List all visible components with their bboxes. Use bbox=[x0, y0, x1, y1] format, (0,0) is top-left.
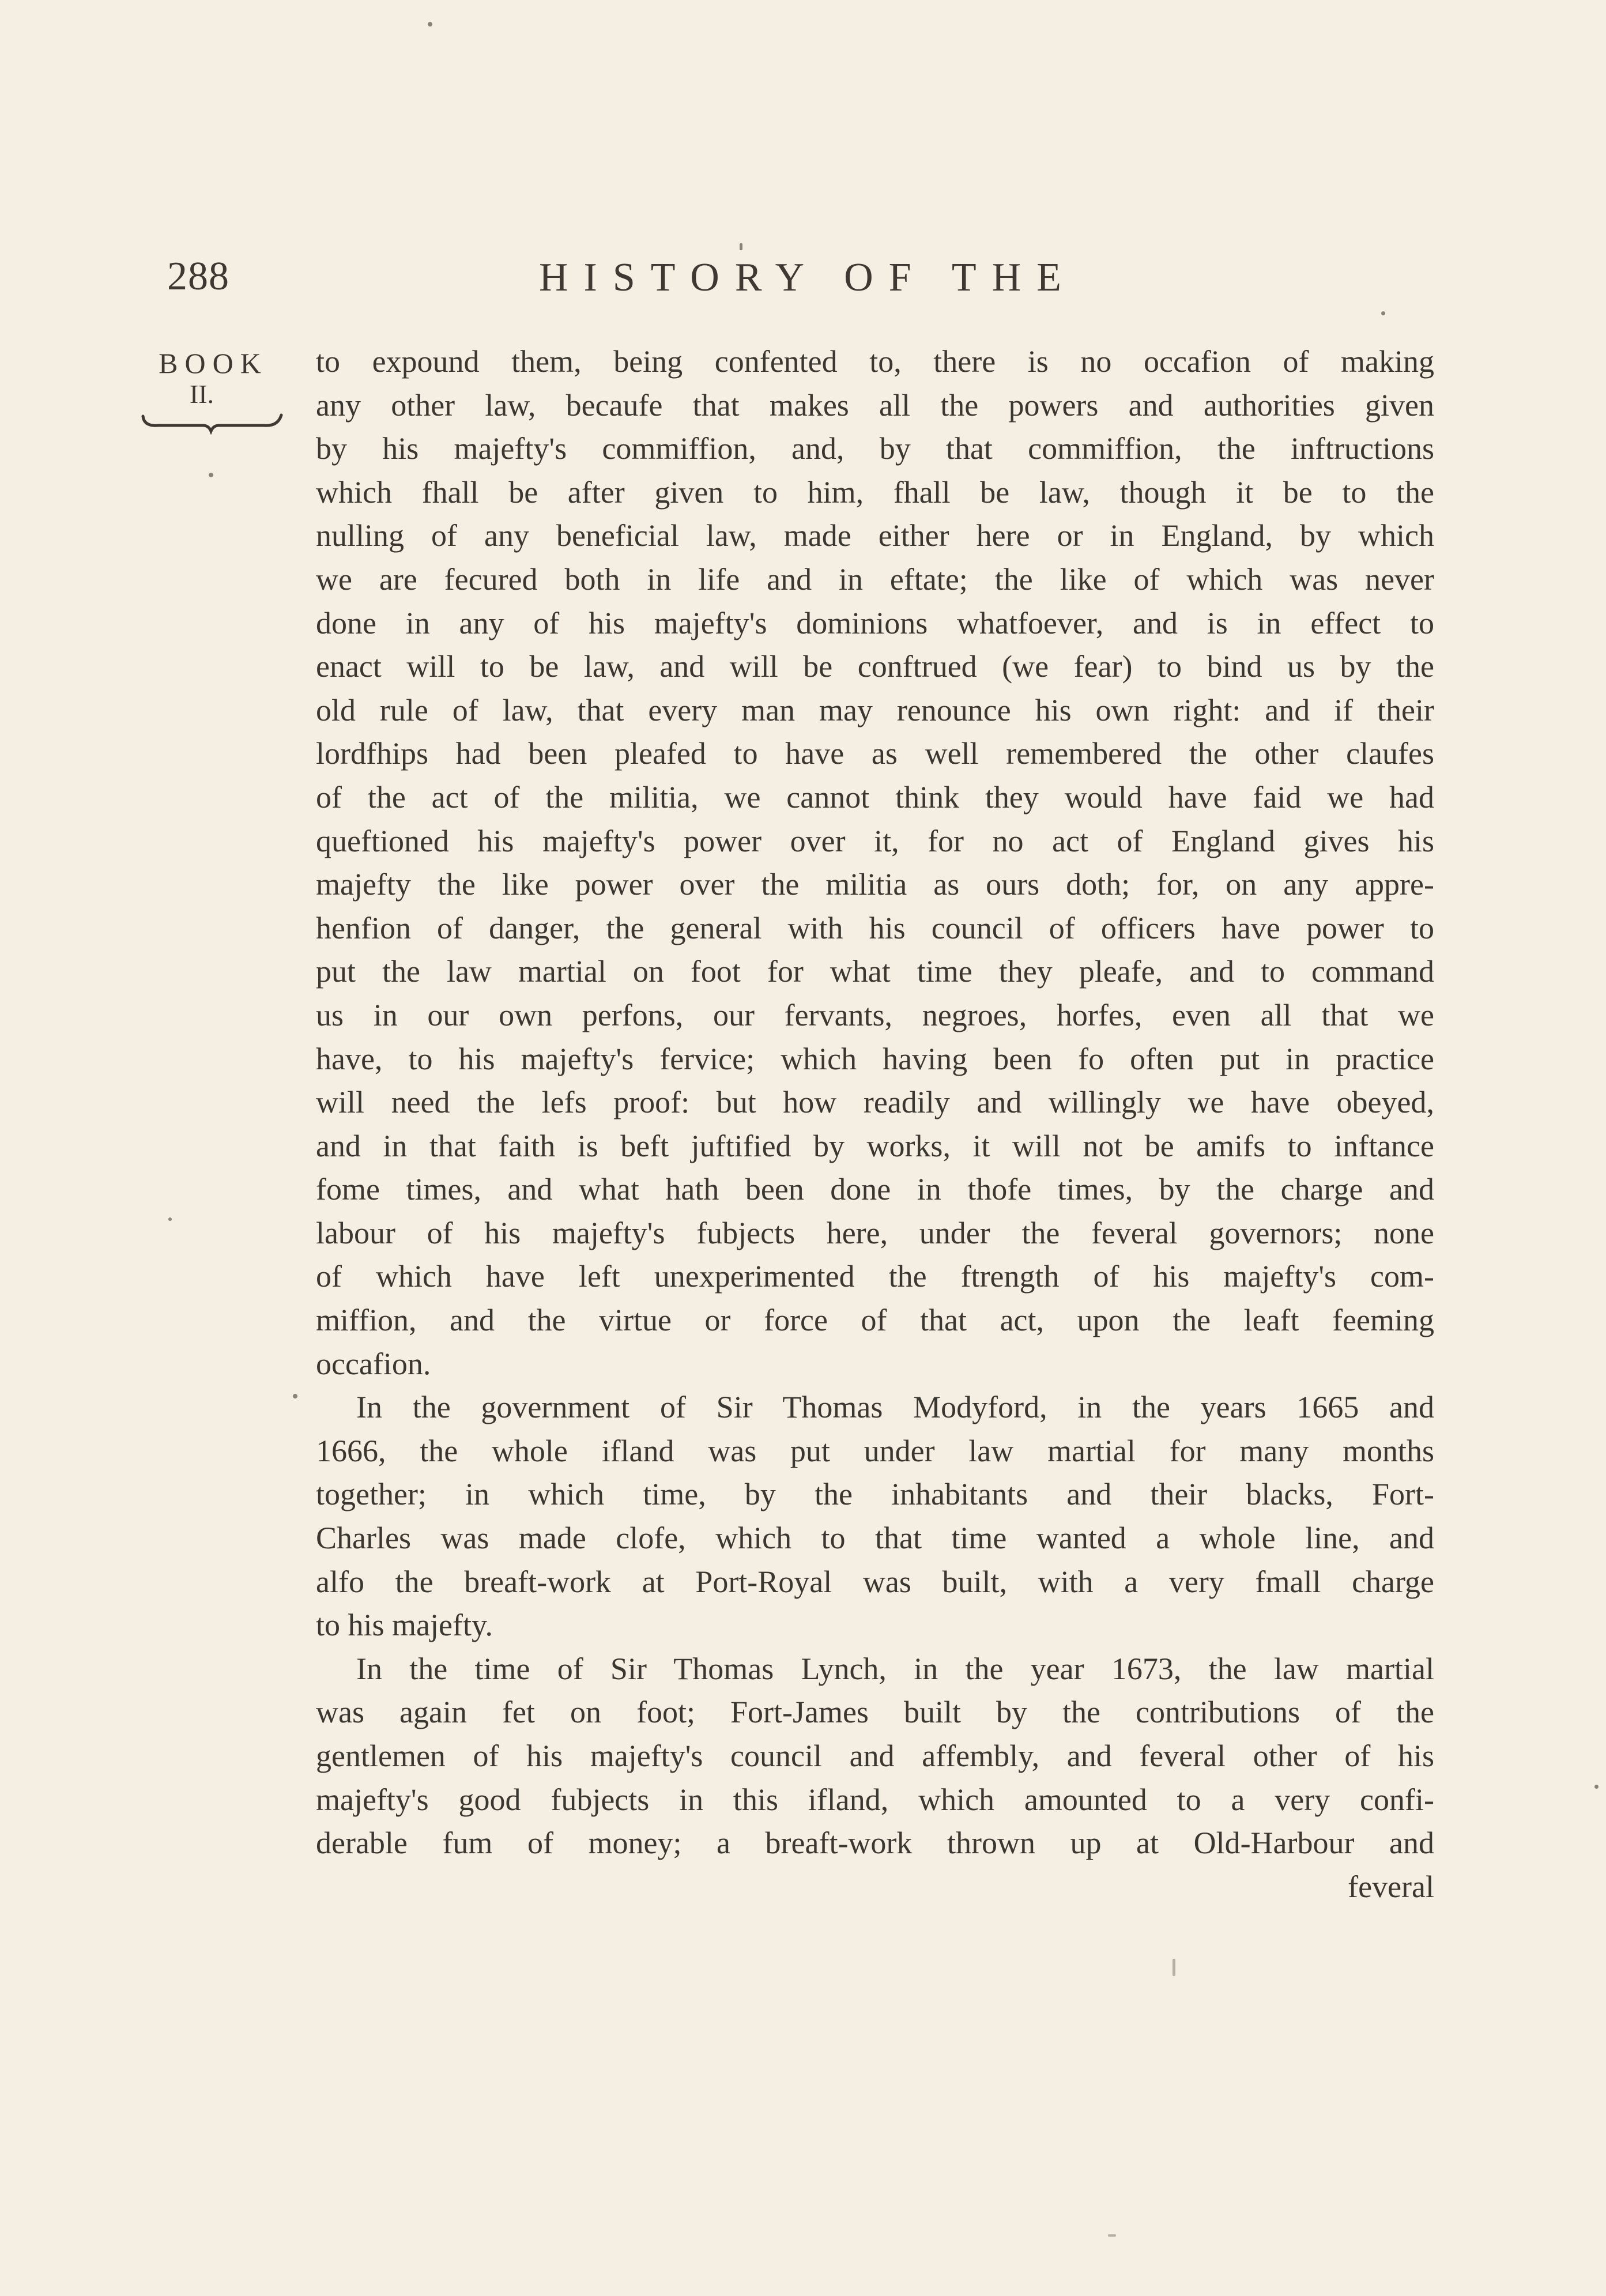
text-line: enact will to be law, and will be conftrued (we fear) to bind us by the bbox=[316, 649, 1434, 684]
text-line: us in our own perfons, our fervants, negroes, horfes, even all that we bbox=[316, 997, 1434, 1032]
text-line: which fhall be after given to him, fhall be law, though it be to the bbox=[316, 474, 1434, 510]
text-line: done in any of his majefty's dominions whatfoever, and is in effect to bbox=[316, 605, 1434, 640]
paper-speck bbox=[293, 1394, 297, 1398]
text-line: lordfhips had been pleafed to have as well remembered the other claufes bbox=[316, 736, 1434, 771]
brace-ornament-icon bbox=[141, 412, 285, 435]
text-line: we are fecured both in life and in eftate; the like of which was never bbox=[316, 561, 1434, 597]
text-line: and in that faith is beft juftified by works, it will not be amifs to inftance bbox=[316, 1128, 1434, 1163]
page-number: 288 bbox=[167, 254, 229, 299]
text-line: queftioned his majefty's power over it, for no act of England gives his bbox=[316, 823, 1434, 858]
text-line: of the act of the militia, we cannot think they would have faid we had bbox=[316, 779, 1434, 815]
text-line: by his majefty's commiffion, and, by that commiffion, the inftructions bbox=[316, 431, 1434, 466]
text-line: of which have left unexperimented the ftrength of his majefty's com- bbox=[316, 1259, 1434, 1294]
margin-note-book: BOOK bbox=[159, 347, 268, 379]
margin-note-number: II. bbox=[189, 379, 214, 409]
text-line: to his majefty. bbox=[316, 1608, 493, 1643]
text-line: derable fum of money; a breaft-work thrown up at Old-Harbour and bbox=[316, 1826, 1434, 1861]
text-line: have, to his majefty's fervice; which having been fo often put in practice bbox=[316, 1041, 1434, 1076]
text-line: Charles was made clofe, which to that time wanted a whole line, and bbox=[316, 1521, 1434, 1556]
text-line: majefty the like power over the militia as ours doth; for, on any appre- bbox=[316, 867, 1434, 902]
text-line: any other law, becaufe that makes all the powers and authorities given bbox=[316, 387, 1434, 423]
paper-speck bbox=[168, 1217, 172, 1221]
text-line: will need the lefs proof: but how readily and willingly we have obeyed, bbox=[316, 1085, 1434, 1120]
body-text bbox=[316, 340, 1434, 1909]
text-line: In the government of Sir Thomas Modyford, in the years 1665 and bbox=[356, 1390, 1434, 1425]
text-line: alfo the breaft-work at Port-Royal was built, with a very fmall charge bbox=[316, 1564, 1434, 1599]
text-line: labour of his majefty's fubjects here, under the feveral governors; none bbox=[316, 1215, 1434, 1250]
text-line: miffion, and the virtue or force of that act, upon the leaft feeming bbox=[316, 1303, 1434, 1338]
margin-note bbox=[138, 346, 288, 435]
text-line: 1666, the whole ifland was put under law martial for many months bbox=[316, 1433, 1434, 1468]
paper-speck bbox=[209, 473, 213, 477]
paper-speck bbox=[1594, 1785, 1599, 1789]
paper-speck bbox=[740, 243, 742, 250]
running-head: HISTORY OF THE bbox=[539, 255, 1077, 300]
text-line: fome times, and what hath been done in thofe times, by the charge and bbox=[316, 1172, 1434, 1207]
text-line: occafion. bbox=[316, 1346, 431, 1381]
paper-speck bbox=[428, 22, 432, 27]
text-line: henfion of danger, the general with his council of officers have power to bbox=[316, 910, 1434, 945]
text-line: together; in which time, by the inhabitants and their blacks, Fort- bbox=[316, 1477, 1434, 1512]
catchword: feveral bbox=[1348, 1869, 1434, 1904]
text-line: nulling of any beneficial law, made either here or in England, by which bbox=[316, 518, 1434, 553]
text-line: put the law martial on foot for what time they pleafe, and to command bbox=[316, 954, 1434, 989]
text-line: to expound them, being confented to, there is no occafion of making bbox=[316, 344, 1434, 379]
text-line: In the time of Sir Thomas Lynch, in the year 1673, the law martial bbox=[356, 1651, 1434, 1686]
paper-speck bbox=[1173, 1959, 1175, 1976]
text-line: was again fet on foot; Fort-James built by the contributions of the bbox=[316, 1695, 1434, 1730]
text-line: gentlemen of his majefty's council and affembly, and feveral other of his bbox=[316, 1739, 1434, 1773]
text-line: old rule of law, that every man may renounce his own right: and if their bbox=[316, 692, 1434, 727]
text-line: majefty's good fubjects in this ifland, which amounted to a very confi- bbox=[316, 1782, 1434, 1817]
paper-speck bbox=[1381, 311, 1385, 315]
paper-speck bbox=[1108, 2234, 1116, 2237]
